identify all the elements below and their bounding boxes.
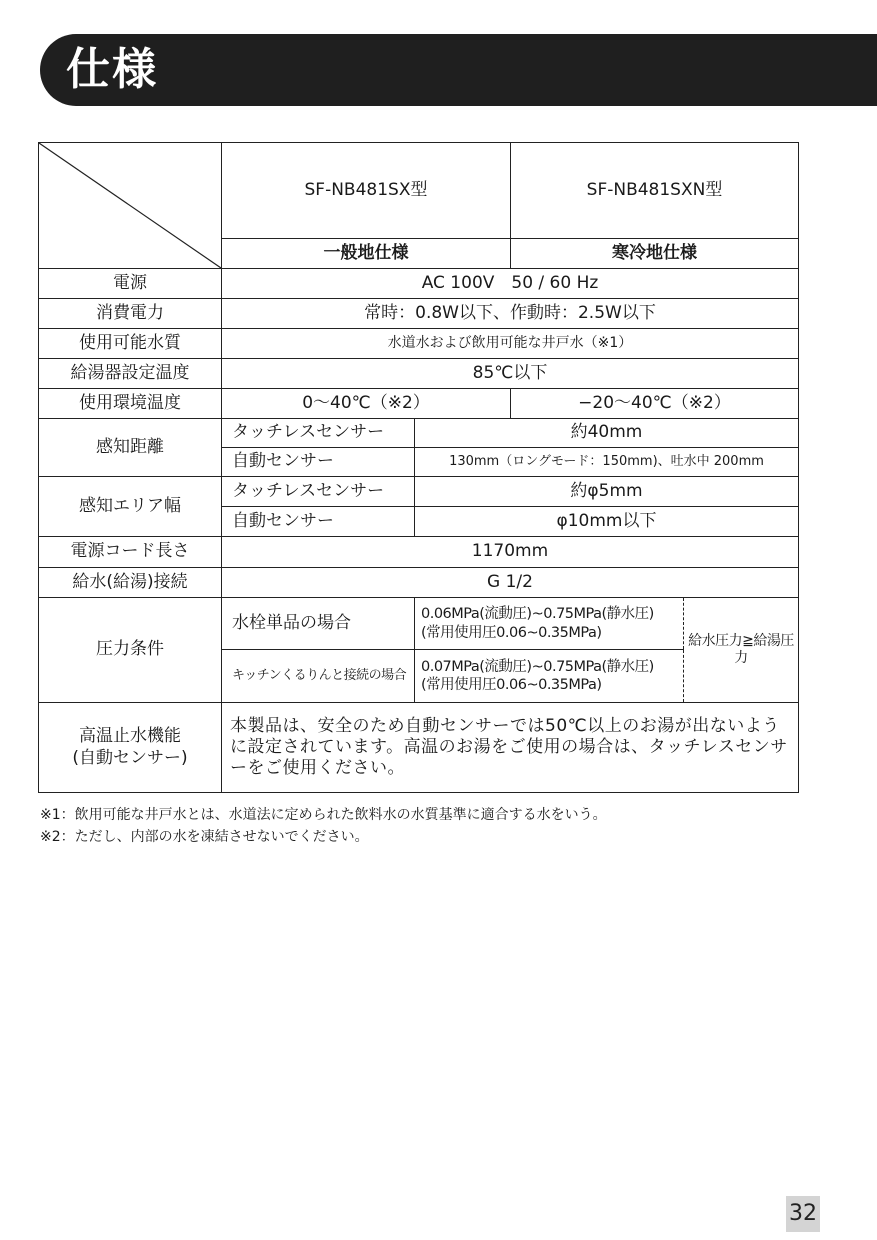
high-temp-label-line1: 高温止水機能	[79, 726, 181, 747]
pressure-case2-line2: (常用使用圧0.06~0.35MPa)	[421, 677, 602, 693]
cord-length-label: 電源コード長さ	[39, 537, 222, 568]
sensing-area-auto-value: φ10mm以下	[415, 507, 799, 537]
pressure-case2-value	[415, 650, 684, 703]
connection-label: 給水(給湯)接続	[39, 568, 222, 598]
sensing-distance-label: 感知距離	[39, 419, 222, 477]
high-temp-label-line2: (自動センサー)	[72, 747, 188, 768]
sensing-area-auto-label: 自動センサー	[222, 507, 415, 537]
water-quality-value: 水道水および飲用可能な井戸水（※1）	[222, 329, 799, 359]
pressure-case1-value	[415, 598, 684, 650]
sensing-distance-auto-value: 130mm（ロングモード：150mm)、吐水中 200mm	[415, 448, 799, 477]
pressure-case1-line1: 0.06MPa(流動圧)~0.75MPa(静水圧)	[421, 606, 654, 623]
model-cold-spec: 寒冷地仕様	[511, 239, 799, 269]
corner-cell	[39, 143, 222, 269]
pressure-case1-line2: (常用使用圧0.06~0.35MPa)	[421, 624, 602, 641]
env-temp-general: 0〜40℃（※2）	[222, 389, 511, 419]
sensing-area-label: 感知エリア幅	[39, 477, 222, 537]
cord-length-value: 1170mm	[222, 537, 799, 568]
high-temp-label	[39, 703, 222, 793]
water-quality-label: 使用可能水質	[39, 329, 222, 359]
page-number: 32	[786, 1196, 820, 1232]
sensing-distance-touchless-value: 約40mm	[415, 419, 799, 448]
consumption-label: 消費電力	[39, 299, 222, 329]
sensing-distance-auto-label: 自動センサー	[222, 448, 415, 477]
diagonal-line	[39, 143, 221, 268]
footnote-2: ※2：ただし、内部の水を凍結させないでください。	[40, 829, 369, 845]
power-label: 電源	[39, 269, 222, 299]
high-temp-text: 本製品は、安全のため自動センサーでは50℃以上のお湯が出ないように設定されています。高温のお湯をご使用の場合は、タッチレスセンサーをご使用ください。	[222, 703, 799, 793]
sensing-area-touchless-label: タッチレスセンサー	[222, 477, 415, 507]
env-temp-cold: −20〜40℃（※2）	[511, 389, 799, 419]
pressure-label: 圧力条件	[39, 598, 222, 703]
heater-temp-label: 給湯器設定温度	[39, 359, 222, 389]
spec-table	[38, 142, 799, 793]
section-header	[40, 34, 877, 106]
connection-value: G 1/2	[222, 568, 799, 598]
footnote-1: ※1：飲用可能な井戸水とは、水道法に定められた飲料水の水質基準に適合する水をいう。	[40, 807, 607, 823]
heater-temp-value: 85℃以下	[222, 359, 799, 389]
sensing-distance-touchless-label: タッチレスセンサー	[222, 419, 415, 448]
section-title: 仕様	[66, 44, 158, 95]
footnotes	[40, 804, 607, 848]
consumption-value: 常時：0.8W以下、作動時：2.5W以下	[222, 299, 799, 329]
sensing-area-touchless-value: 約φ5mm	[415, 477, 799, 507]
model-cold-name: SF-NB481SXN型	[511, 143, 799, 239]
pressure-case2-label: キッチンくるりんと接続の場合	[222, 650, 415, 703]
power-value: AC 100V 50 / 60 Hz	[222, 269, 799, 299]
pressure-case1-label: 水栓単品の場合	[222, 598, 415, 650]
pressure-condition: 給水圧力≧給湯圧力	[684, 598, 799, 703]
model-general-spec: 一般地仕様	[222, 239, 511, 269]
pressure-case2-line1: 0.07MPa(流動圧)~0.75MPa(静水圧)	[421, 658, 654, 675]
env-temp-label: 使用環境温度	[39, 389, 222, 419]
model-general-name: SF-NB481SX型	[222, 143, 511, 239]
